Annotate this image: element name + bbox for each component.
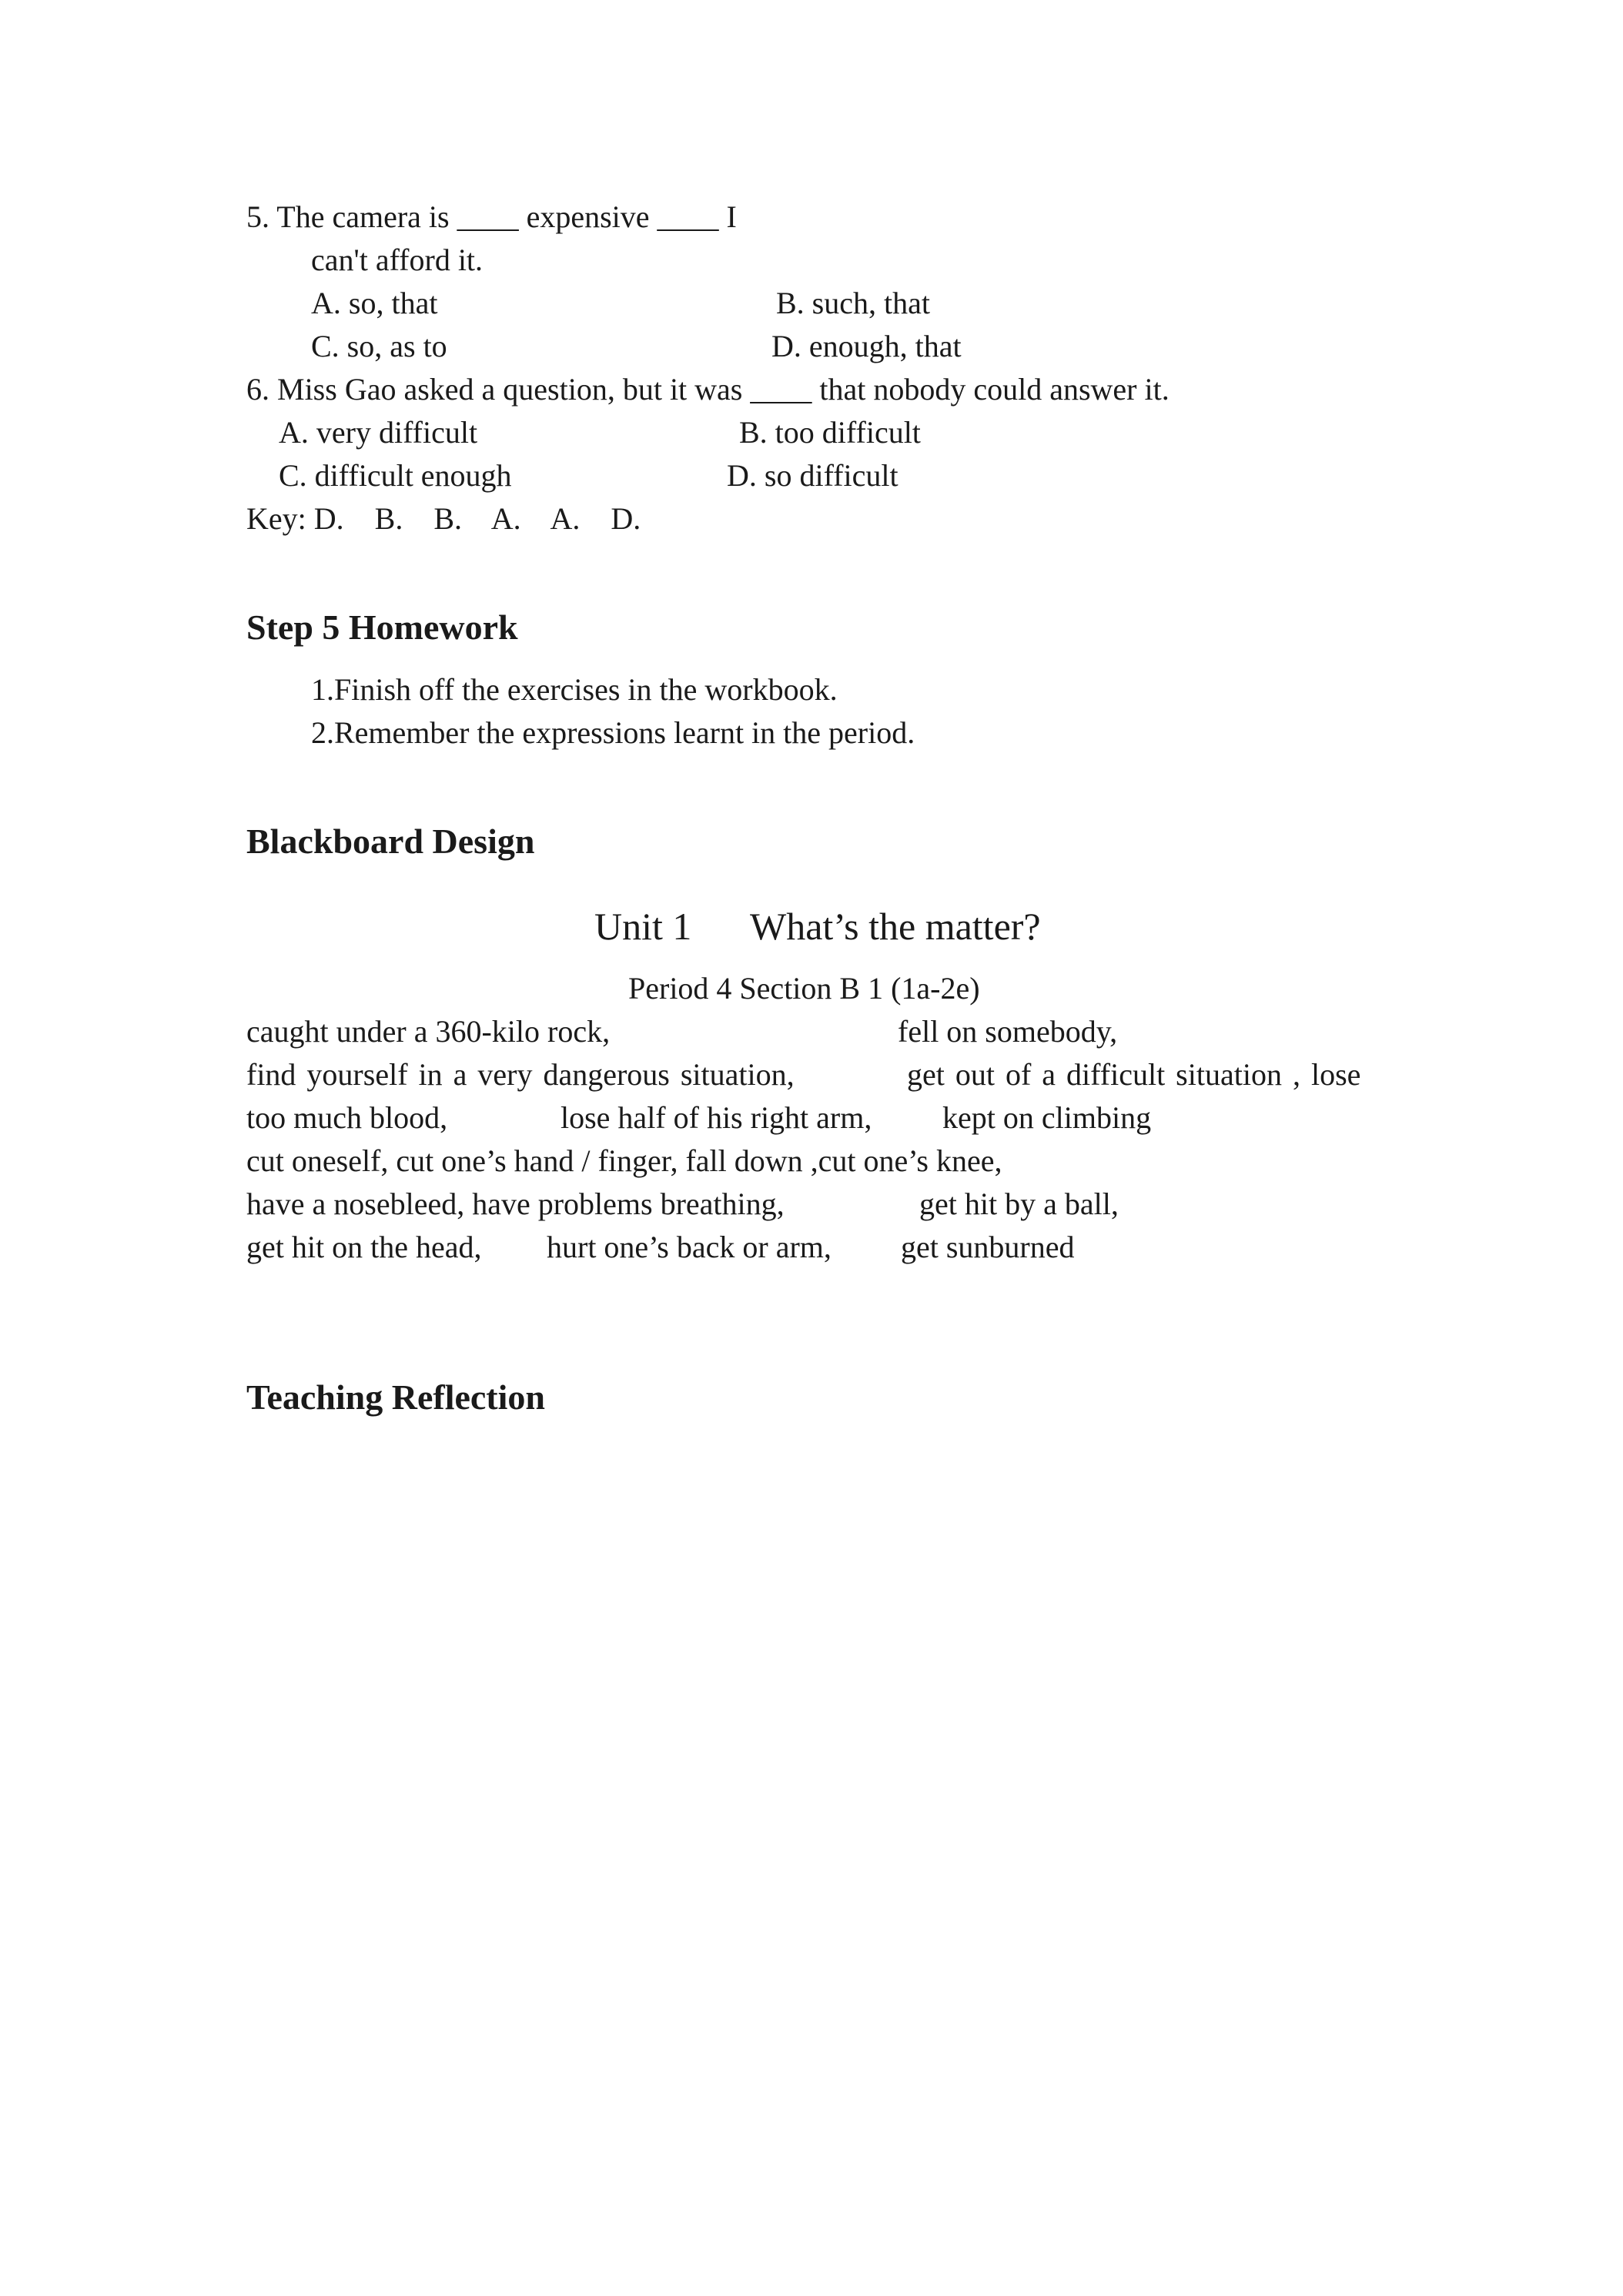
q6-option-c: C. difficult enough	[279, 458, 512, 493]
board-row1-b: fell on somebody,	[898, 1014, 1118, 1049]
q5-option-d: D. enough, that	[771, 329, 962, 363]
board-row6-a: get hit on the head,	[246, 1230, 482, 1264]
homework-heading: Step 5 Homework	[246, 607, 518, 647]
board-row3-c: kept on climbing	[942, 1100, 1152, 1135]
q6-option-d: D. so difficult	[727, 458, 899, 493]
board-row5-b: get hit by a ball,	[919, 1186, 1119, 1221]
q5-option-a: A. so, that	[311, 286, 438, 320]
board-row2-b: get out of a difficult situation , lose	[907, 1057, 1361, 1092]
unit-label: Unit 1	[594, 905, 692, 948]
homework-item-1: 1.Finish off the exercises in the workbook.	[311, 672, 838, 707]
homework-item-2: 2.Remember the expressions learnt in the period.	[311, 715, 915, 750]
board-row6-c: get sunburned	[901, 1230, 1075, 1264]
q5-stem-line2: can't afford it.	[311, 243, 484, 277]
board-row6-b: hurt one’s back or arm,	[547, 1230, 832, 1264]
answer-key: Key: D. B. B. A. A. D.	[246, 501, 641, 536]
q5-option-b: B. such, that	[776, 286, 930, 320]
q6-option-a: A. very difficult	[279, 415, 478, 450]
board-row3-b: lose half of his right arm,	[561, 1100, 872, 1135]
board-row4: cut oneself, cut one’s hand / finger, fall down ,cut one’s knee,	[246, 1143, 1002, 1178]
period-line: Period 4 Section B 1 (1a-2e)	[628, 971, 980, 1006]
blackboard-heading: Blackboard Design	[246, 822, 535, 861]
reflection-heading: Teaching Reflection	[246, 1377, 545, 1417]
q5-option-c: C. so, as to	[311, 329, 447, 363]
board-row5-a: have a nosebleed, have problems breathing,	[246, 1186, 785, 1221]
q5-stem-line1: 5. The camera is ____ expensive ____ I	[246, 199, 737, 234]
q6-stem: 6. Miss Gao asked a question, but it was ____ that nobody could answer it.	[246, 372, 1170, 407]
board-row3-a: too much blood,	[246, 1100, 448, 1135]
unit-title: What’s the matter?	[750, 905, 1041, 948]
board-row2-a: find yourself in a very dangerous situation,	[246, 1057, 795, 1092]
q6-option-b: B. too difficult	[739, 415, 921, 450]
board-row1-a: caught under a 360-kilo rock,	[246, 1014, 611, 1049]
